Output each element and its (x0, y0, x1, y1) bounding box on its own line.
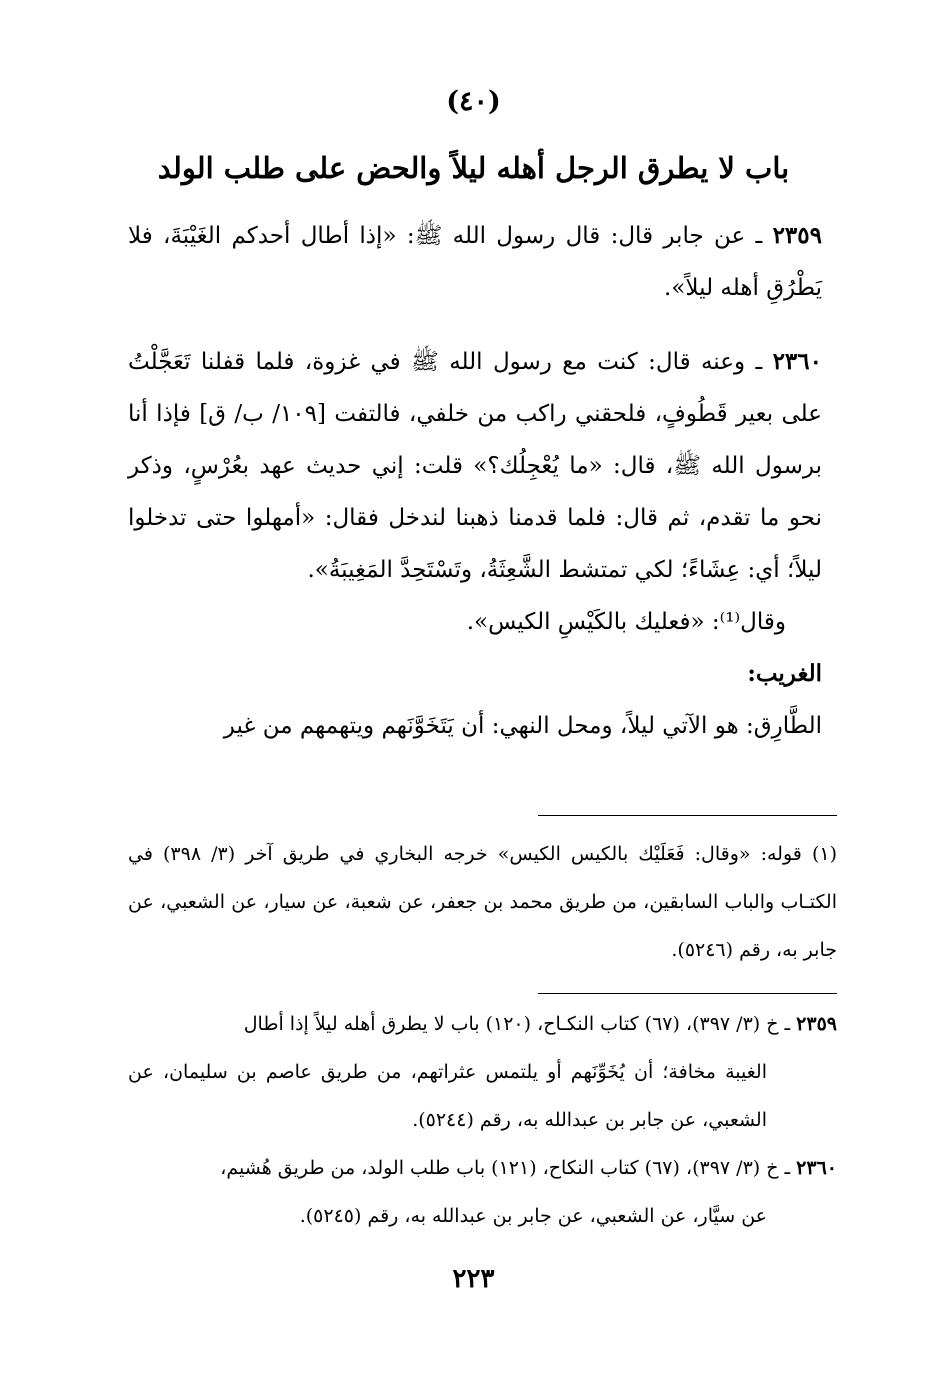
hadith-number: ٢٣٥٩ (772, 222, 822, 249)
takhrij-continuation: الغيبة مخافة؛ أن يُخَوِّنَهم أو يلتمس عثراتهم، من طريق عاصم بن سليمان، عن الشعبي، عن جابر بن عبدالله به، رقم (٥٢٤٤). (128, 1061, 767, 1131)
footnote-1 (128, 830, 837, 974)
footnote-marker: (١) (811, 843, 837, 865)
takhrij-first-line: ـ خ (٣/ ٣٩٧)، (٦٧) كتاب النكـاح، (١٢٠) باب لا يطرق أهله ليلاً إذا أطال (243, 1013, 797, 1035)
hadith-2360-extra: وقال⁽¹⁾: «فعليك بالكَيْسِ الكيس». (466, 609, 786, 635)
main-text (128, 210, 822, 752)
takhrij-first-line: ـ خ (٣/ ٣٩٧)، (٦٧) كتاب النكاح، (١٢١) باب طلب الولد، من طريق هُشيم، (220, 1157, 797, 1179)
hadith-number: ٢٣٦٠ (772, 348, 822, 375)
gharib-heading: الغريب: (747, 660, 822, 687)
takhrij-2359 (128, 1000, 837, 1048)
takhrij-number: ٢٣٦٠ (796, 1157, 837, 1179)
gharib-text: الطَّارِق: هو الآتي ليلاً، ومحل النهي: أن يَتَخَوَّنَهم ويتهمهم من غير (223, 713, 822, 739)
footnotes (128, 830, 837, 974)
chapter-title: باب لا يطرق الرجل أهله ليلاً والحض على طلب الولد (157, 151, 790, 185)
hadith-2360 (128, 336, 822, 596)
page-number: ٢٢٣ (452, 1264, 495, 1294)
chapter-number: (٤٠) (446, 86, 501, 117)
takhrij-number: ٢٣٥٩ (796, 1013, 837, 1035)
footnote-text: قوله: «وقال: فَعَلَيْك بالكيس الكيس» خرجه البخاري في طريق آخر (٣/ ٣٩٨) في الكتـاب والباب السابقين، من طريق محمد بن جعفر، عن شعبة، عن سيار، عن الشعبي، عن جابر به، رقم (٥٢٤٦). (128, 843, 837, 961)
footnote-divider (538, 815, 837, 816)
hadith-2359 (128, 210, 822, 314)
takhrij-2360 (128, 1144, 837, 1192)
takhrij-notes (128, 1000, 837, 1240)
takhrij-divider (538, 993, 837, 994)
hadith-text: ـ عن جابر قال: قال رسول الله ﷺ: «إذا أطال أحدكم الغَيْبَةَ، فلا يَطْرُقِ أهله ليلاً». (128, 223, 822, 301)
hadith-text: ـ وعنه قال: كنت مع رسول الله ﷺ في غزوة، فلما قفلنا تَعَجَّلْتُ على بعير قَطُوفٍ، فلحقني راكب من خلفي، فالتفت [١٠٩/ ب/ ق] فإذا أنا برسول الله ﷺ، قال: «ما يُعْجِلُك؟» قلت: إني حديث عهد بعُرْسٍ، وذكر نحو ما تقدم، ثم قال: فلما قدمنا ذهبنا لندخل فقال: «أمهلوا حتى تدخلوا ليلاً؛ أي: عِشَاءً؛ لكي تمتشط الشَّعِثَةُ، وتَسْتَحِدَّ المَغِيبَةُ». (128, 349, 822, 583)
takhrij-continuation: عن سيَّار، عن الشعبي، عن جابر بن عبدالله به، رقم (٥٢٤٥). (299, 1205, 767, 1227)
